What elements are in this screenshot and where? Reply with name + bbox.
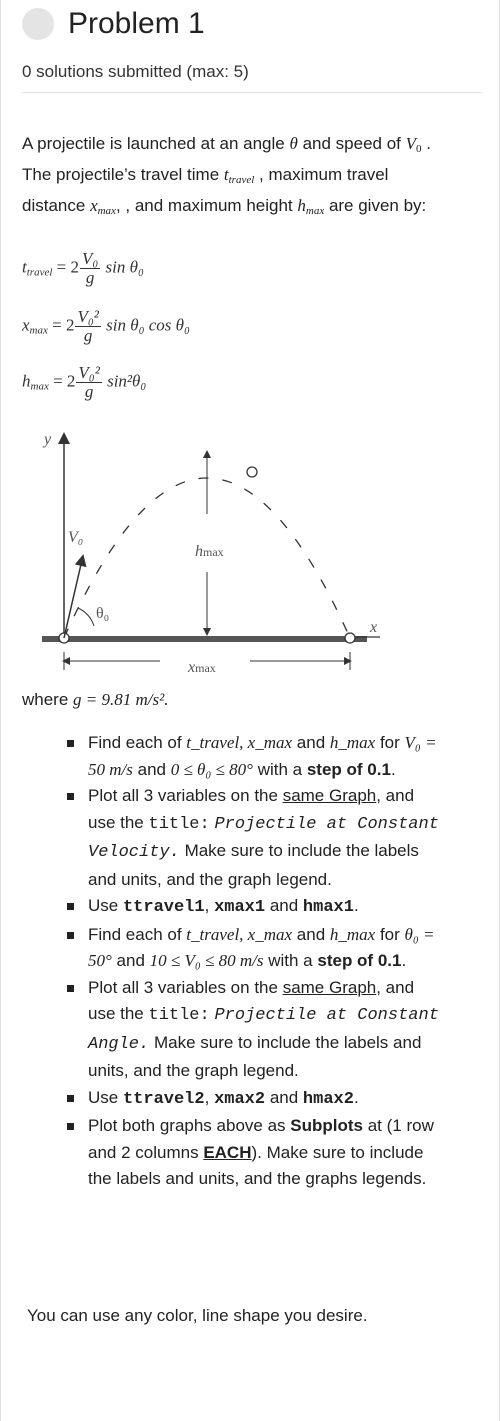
- theta-symbol: θ: [289, 134, 298, 153]
- task-text: and: [296, 733, 326, 752]
- task-text: Plot all 3 variables on the: [88, 977, 278, 997]
- velocity-vector: [64, 560, 82, 638]
- task-item: [60, 1113, 440, 1193]
- v0-symbol: V: [405, 134, 417, 153]
- status-circle-icon: [22, 8, 54, 40]
- y-axis-label: y: [44, 431, 52, 448]
- eq-rhs: sin²θ₀: [107, 371, 147, 391]
- problem-header: [22, 4, 205, 44]
- task-bold: Subplots: [290, 1116, 363, 1135]
- fraction-denominator: g: [83, 326, 93, 345]
- task-text: Use: [88, 1087, 119, 1107]
- task-condition: 10 ≤ V₀ ≤ 80 m/s: [149, 951, 264, 970]
- fraction-denominator: g: [84, 382, 94, 401]
- projectile-ball: [247, 467, 257, 477]
- eq-lhs: t: [22, 257, 27, 277]
- task-text: ). Make sure to include the labels and units, and the graphs legends.: [88, 1142, 427, 1188]
- task-text: Find each of: [88, 733, 182, 752]
- hmax-label-sub: max: [203, 545, 224, 559]
- h-symbol: h: [297, 196, 306, 215]
- task-text: Find each of: [88, 924, 182, 944]
- problem-title: Problem 1: [68, 7, 205, 40]
- task-code-bold: ttravel1: [122, 898, 205, 917]
- fraction-numerator: V₀: [82, 249, 99, 268]
- intro-text: . The projectile’s travel time: [22, 134, 431, 184]
- equation-max-height: [22, 364, 146, 401]
- task-item: [60, 783, 440, 893]
- task-condition: V₀ = 50 m/s: [88, 733, 437, 779]
- task-text: Use: [88, 896, 119, 915]
- xmax-label: [187, 659, 216, 676]
- theta-label: θ₀: [96, 605, 110, 622]
- task-code: title:: [148, 1006, 210, 1025]
- task-code-bold: ttravel2: [122, 1089, 205, 1109]
- task-code-bold: xmax1: [214, 898, 266, 917]
- eq-rhs: sin θ₀: [105, 257, 144, 277]
- eq-lhs: h: [22, 371, 31, 391]
- task-text: Plot both graphs above as: [88, 1116, 286, 1135]
- task-code-italic: Projectile at Constant Angle.: [88, 1006, 439, 1054]
- eq-coef: = 2: [52, 315, 75, 335]
- intro-text: A projectile is launched at an angle: [22, 134, 285, 153]
- gravity-expression: g = 9.81 m/s².: [73, 690, 169, 709]
- x-subscript: max: [97, 205, 116, 217]
- task-text: ,: [204, 896, 210, 915]
- task-text: .: [401, 951, 407, 970]
- task-code-bold: hmax1: [302, 898, 354, 917]
- x-symbol: x: [90, 196, 98, 215]
- equation-travel-time: [22, 250, 144, 287]
- intro-text: and speed of: [302, 134, 401, 153]
- task-vars: h_max: [329, 733, 376, 752]
- task-text: ,: [204, 1087, 210, 1107]
- fraction-numerator: V₀²: [78, 363, 100, 382]
- problem-description: A projectile is launched at an angle θ and speed of V0 . The projectile’s travel time $t_{travel}$ , maximum travel distance $x_{max}$, , and maximum height $h_{max}$ are given by:: [22, 134, 431, 217]
- submission-count: 0 solutions submitted (max: 5): [22, 62, 249, 81]
- task-vars: t_travel, x_max: [186, 924, 293, 944]
- gravity-definition: [22, 690, 168, 710]
- footer-note: You can use any color, line shape you desire.: [27, 1306, 368, 1325]
- task-condition: 0 ≤ θ₀ ≤ 80°: [170, 759, 253, 779]
- intro-text: are given by:: [328, 196, 427, 215]
- task-underline: same Graph: [282, 977, 377, 997]
- task-text: and: [269, 1087, 299, 1107]
- hmax-label: [195, 543, 224, 560]
- eq-lhs-sub: travel: [26, 266, 53, 279]
- task-vars: t_travel, x_max: [186, 733, 293, 752]
- task-text: and: [116, 951, 145, 970]
- x-axis-label: x: [370, 619, 378, 636]
- task-text: Make sure to include the labels and units, and the graph legend.: [88, 1032, 422, 1080]
- task-text: for: [379, 733, 400, 752]
- eq-lhs-sub: max: [30, 380, 49, 393]
- task-code-bold: hmax2: [302, 1089, 354, 1109]
- task-underline: same Graph: [282, 786, 377, 805]
- task-text: and: [296, 924, 326, 944]
- projectile-diagram: [30, 420, 390, 680]
- task-bold-underline: EACH: [203, 1142, 252, 1162]
- fraction: [76, 364, 101, 401]
- task-text: and: [137, 759, 166, 779]
- angle-arc: [78, 608, 94, 626]
- task-text: .: [353, 1087, 359, 1107]
- h-subscript: max: [305, 205, 325, 217]
- eq-lhs: x: [22, 315, 30, 335]
- task-item: [60, 1085, 440, 1114]
- t-symbol: t: [223, 165, 229, 184]
- task-bold: step of 0.1: [317, 951, 402, 970]
- hmax-label-main: h: [195, 543, 203, 560]
- task-code-italic: Projectile at Constant Velocity.: [88, 814, 439, 862]
- task-bold: step of 0.1: [306, 759, 391, 779]
- ground-bar: [42, 636, 367, 642]
- task-text: at (1 row and 2 columns: [88, 1116, 434, 1162]
- eq-lhs-sub: max: [29, 324, 48, 337]
- eq-coef: = 2: [53, 371, 76, 391]
- xmax-label-sub: max: [195, 661, 216, 675]
- task-text: with a: [268, 951, 313, 970]
- task-text: for: [379, 924, 400, 944]
- task-item: [60, 893, 440, 922]
- task-vars: h_max: [329, 924, 376, 944]
- task-condition: θ₀ = 50°: [88, 924, 435, 970]
- fraction: [75, 308, 100, 345]
- t-subscript: travel: [228, 174, 255, 186]
- v0-label: V₀: [68, 529, 84, 546]
- task-text: .: [353, 896, 359, 915]
- task-item: [60, 730, 440, 783]
- task-text: , and use the: [88, 786, 415, 832]
- fraction: [80, 250, 100, 287]
- where-text: where: [22, 690, 69, 709]
- task-text: .: [390, 759, 396, 779]
- landing-point: [345, 633, 355, 643]
- task-item: [60, 975, 440, 1085]
- task-list: [60, 730, 440, 1193]
- task-text: with a: [257, 759, 303, 779]
- task-code-bold: xmax2: [214, 1089, 266, 1109]
- intro-text: , and maximum height: [125, 196, 293, 215]
- task-text: and: [269, 896, 299, 915]
- task-text: Plot all 3 variables on the: [88, 786, 278, 805]
- task-item: [60, 922, 440, 975]
- eq-rhs: sin θ₀ cos θ₀: [106, 315, 190, 335]
- xmax-label-main: x: [188, 659, 196, 676]
- task-text: Make sure to include the labels and units, and the graph legend.: [88, 841, 419, 889]
- intro-text: , maximum travel distance: [22, 165, 389, 215]
- eq-coef: = 2: [56, 257, 79, 277]
- frame-border-left: [0, 0, 1, 1421]
- task-code: title:: [148, 814, 210, 834]
- task-text: , and use the: [88, 977, 415, 1023]
- divider: [22, 92, 482, 93]
- v0-subscript: 0: [416, 143, 422, 155]
- fraction-denominator: g: [85, 268, 95, 287]
- fraction-numerator: V₀²: [77, 307, 99, 326]
- equation-max-distance: [22, 308, 190, 345]
